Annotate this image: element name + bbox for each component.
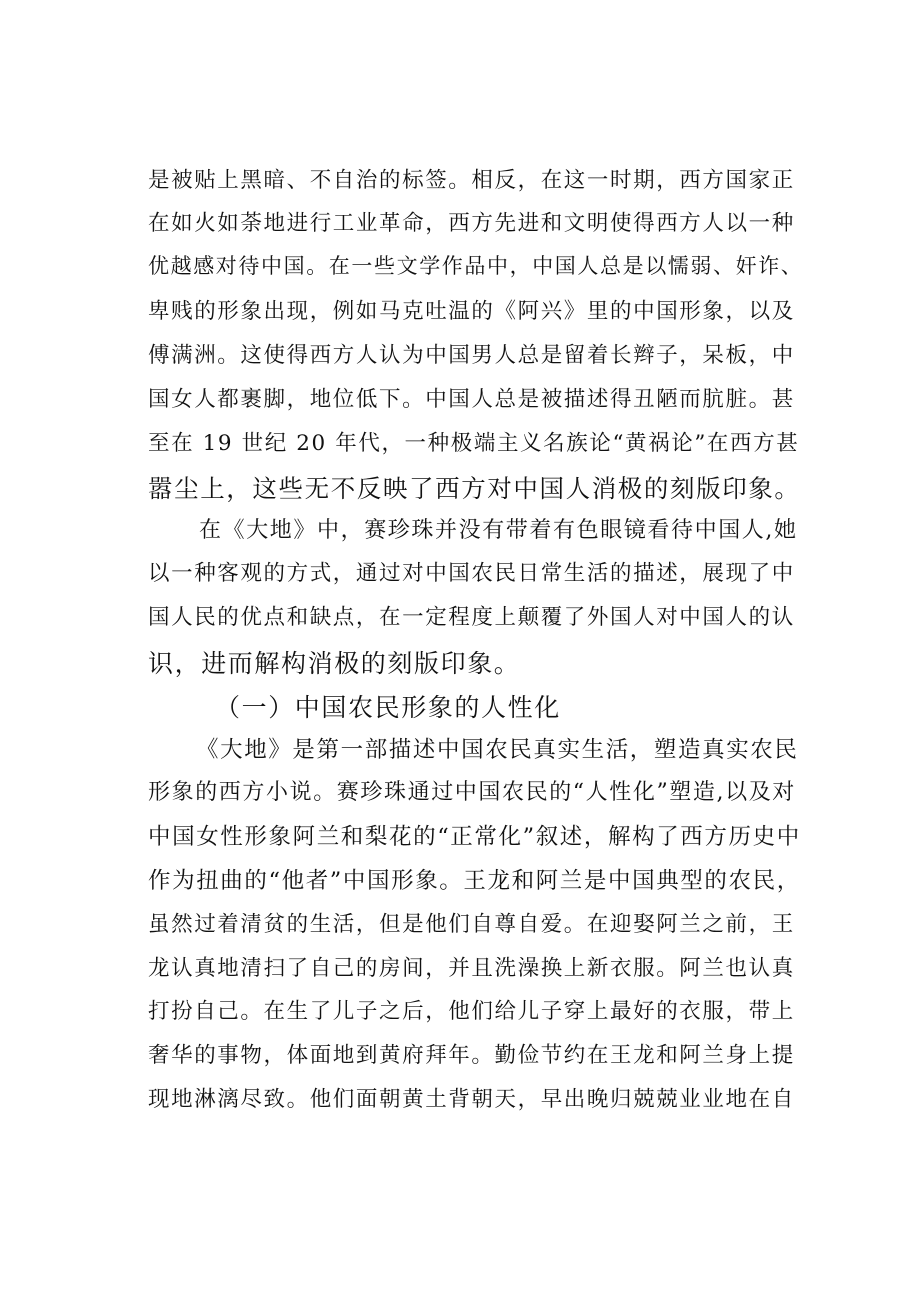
text-line: 龙认真地清扫了自己的房间，并且洗澡换上新衣服。阿兰也认真	[148, 956, 795, 981]
text-line: 奢华的事物，体面地到黄府拜年。勤俭节约在王龙和阿兰身上提	[148, 1043, 795, 1068]
text-line: 优越感对待中国。在一些文学作品中，中国人总是以懦弱、奸诈、	[148, 254, 804, 278]
text-line: 国女人都裹脚，地位低下。中国人总是被描述得丑陋而肮脏。甚	[148, 387, 795, 412]
paragraph-first-line: 《大地》是第一部描述中国农民真实生活，塑造真实农民	[196, 737, 799, 763]
section-heading: （一）中国农民形象的人性化	[215, 693, 561, 722]
text-line: 中国女性形象阿兰和梨花的“正常化”叙述，解构了西方历史中	[148, 824, 801, 850]
text-line: 是被贴上黑暗、不自治的标签。相反，在这一时期，西方国家正	[148, 168, 795, 193]
text-line: 在如火如荼地进行工业革命，西方先进和文明使得西方人以一种	[148, 211, 795, 236]
text-line: 国人民的优点和缺点，在一定程度上颠覆了外国人对中国人的认	[148, 605, 795, 630]
text-line: 嚣尘上，这些无不反映了西方对中国人消极的刻版印象。	[148, 474, 801, 503]
text-line: 识，进而解构消极的刻版印象。	[148, 649, 521, 678]
text-line: 现地淋漓尽致。他们面朝黄土背朝天，早出晚归兢兢业业地在自	[148, 1087, 795, 1112]
text-line: 卑贱的形象出现，例如马克吐温的《阿兴》里的中国形象，以及	[148, 299, 795, 324]
text-line: 形象的西方小说。赛珍珠通过中国农民的“人性化”塑造,以及对	[148, 780, 796, 805]
text-line: 虽然过着清贫的生活，但是他们自尊自爱。在迎娶阿兰之前，王	[148, 912, 795, 937]
text-line: 至在 19 世纪 20 年代，一种极端主义名族论“黄祸论”在西方甚	[148, 431, 800, 456]
text-line: 傅满洲。这使得西方人认为中国男人总是留着长辫子，呆板，中	[148, 343, 795, 368]
text-line: 打扮自己。在生了儿子之后，他们给儿子穿上最好的衣服，带上	[148, 999, 795, 1024]
text-line: 以一种客观的方式，通过对中国农民日常生活的描述，展现了中	[148, 561, 795, 586]
paragraph-first-line: 在《大地》中，赛珍珠并没有带着有色眼镜看待中国人,她	[199, 518, 798, 543]
text-line: 作为扭曲的“他者”中国形象。王龙和阿兰是中国典型的农民，	[148, 868, 801, 894]
